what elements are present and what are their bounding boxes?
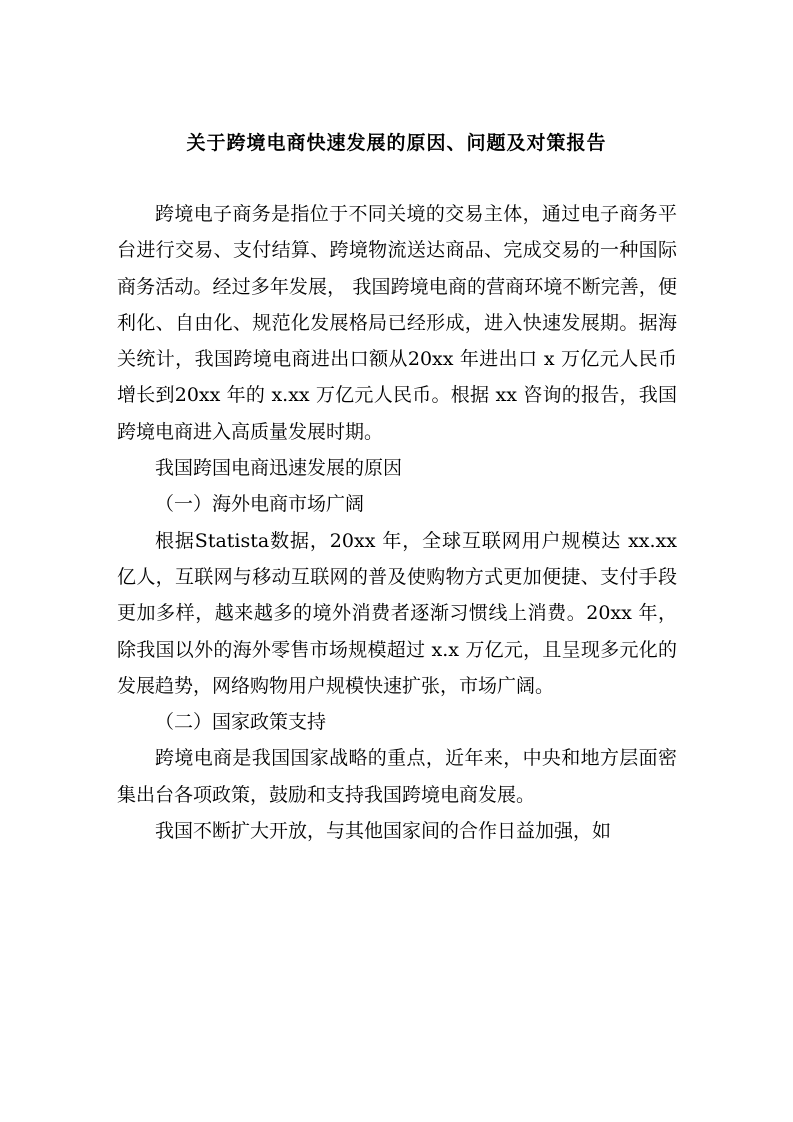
section-heading-reasons: 我国跨国电商迅速发展的原因 [155, 457, 403, 480]
paragraph-opening-up: 我国不断扩大开放，与其他国家间的合作日益加强，如 [155, 820, 612, 843]
document-title: 关于跨境电商快速发展的原因、问题及对策报告 [186, 132, 607, 154]
subsection-heading-policy-support: （二）国家政策支持 [155, 711, 327, 734]
subsection-heading-overseas-market: （一）海外电商市场广阔 [155, 493, 365, 516]
paragraph-intro: 跨境电子商务是指位于不同关境的交易主体，通过电子商务平台进行交易、支付结算、跨境物流送达商品、完成交易的一种国际商务活动。经过多年发展， 我国跨境电商的营商环境不断完善，便利化、自由化、规范化发展格局已经形成，进入快速发展期。据海关统计，我国跨境电商进出口额从20xx 年进出口 x 万亿元人民币增长到20xx 年的 x.xx 万亿元人民币。根据 xx 咨询的报告，我国跨境电商进入高质量发展时期。 [117, 203, 677, 443]
document-body [117, 196, 677, 849]
paragraph-policy-support: 跨境电商是我国国家战略的重点，近年来，中央和地方层面密集出台各项政策，鼓励和支持我国跨境电商发展。 [117, 747, 677, 806]
paragraph-overseas-market: 根据Statista数据，20xx 年，全球互联网用户规模达 xx.xx 亿人，互联网与移动互联网的普及使购物方式更加便捷、支付手段更加多样，越来越多的境外消费者逐渐习惯线上消费。20xx 年，除我国以外的海外零售市场规模超过 x.x 万亿元，且呈现多元化的发展趋势，网络购物用户规模快速扩张，市场广阔。 [117, 529, 677, 697]
